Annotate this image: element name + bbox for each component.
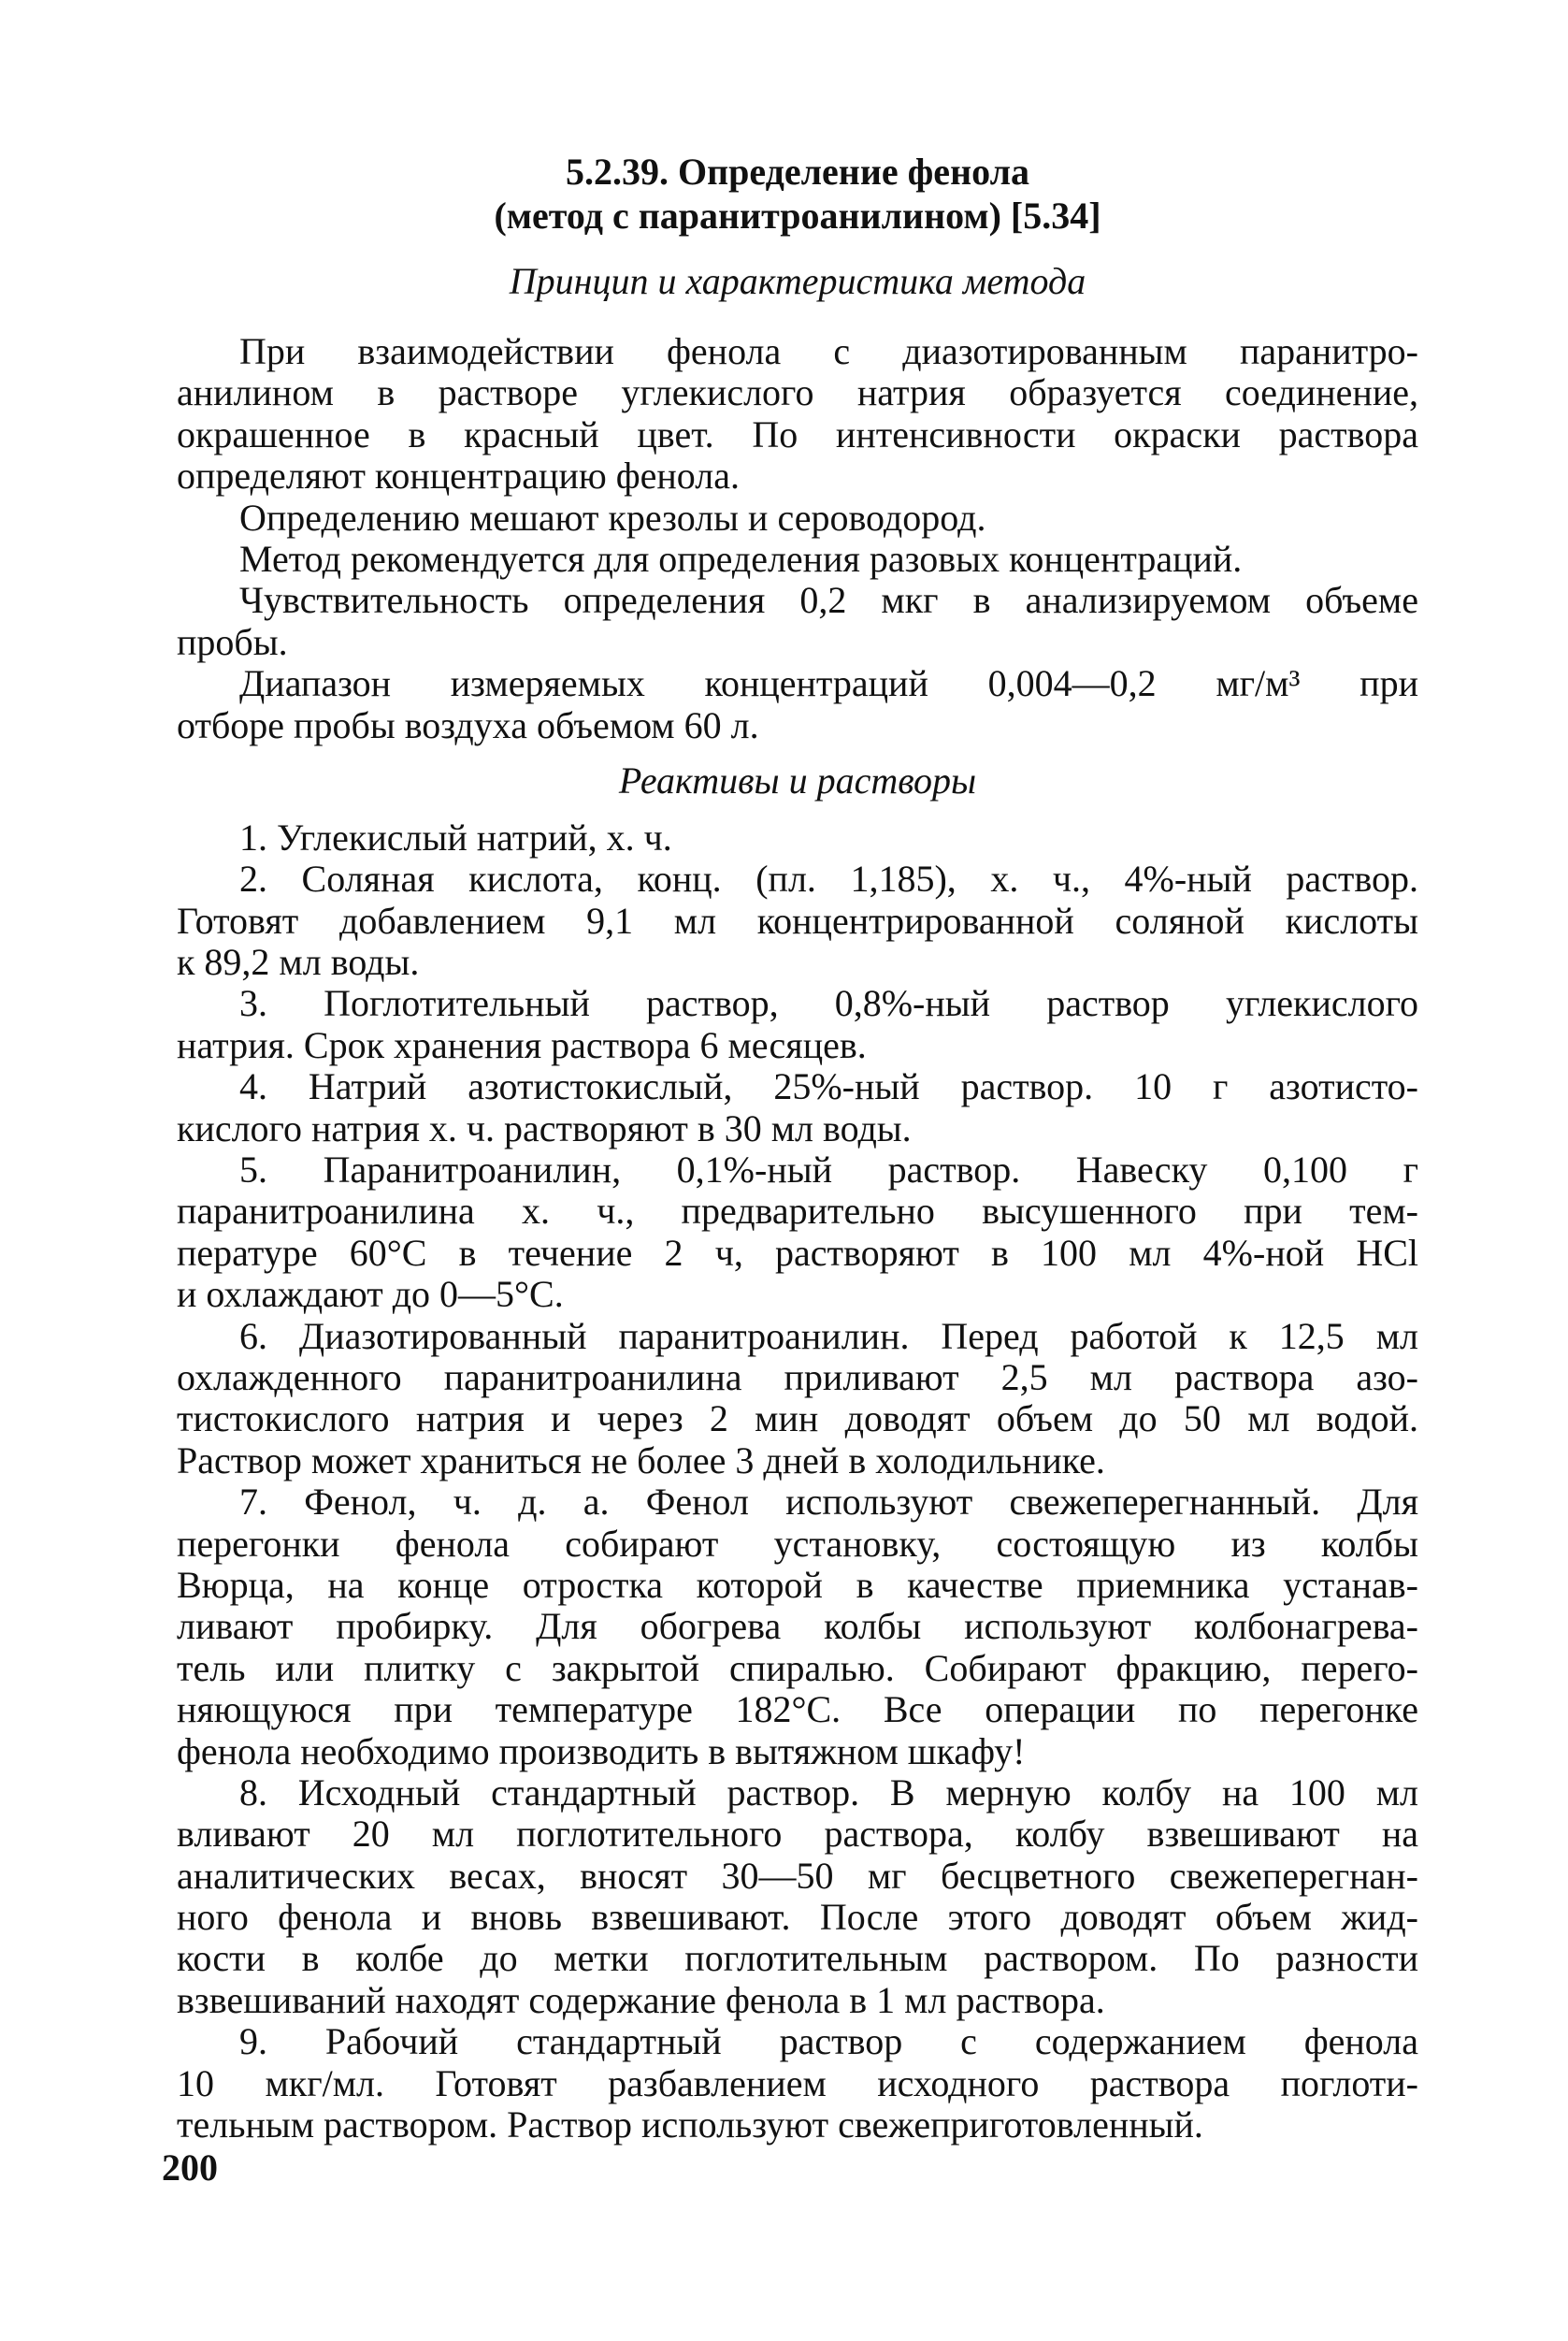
page-body [177, 331, 1418, 2146]
text-line: Определению мешают крезолы и сероводород. [239, 496, 986, 539]
text-line: тель или плитку с закрытой спиралью. Собирают фракцию, перего- [177, 1646, 1418, 1689]
text-line: анилином в растворе углекислого натрия образуется соединение, [177, 371, 1418, 414]
text-line: пробы. [177, 620, 288, 663]
text-line: охлажденного паранитроанилина приливают 2,5 мл раствора азо- [177, 1355, 1418, 1398]
text-line: кислого натрия х. ч. растворяют в 30 мл воды. [177, 1106, 912, 1149]
reagent-item [177, 2021, 1418, 2146]
reagents-list [177, 817, 1418, 2146]
text-line: ного фенола и вновь взвешивают. После этого доводят объем жид- [177, 1896, 1418, 1939]
text-line: определяют концентрацию фенола. [177, 455, 740, 498]
text-line: взвешиваний находят содержание фенола в 1 мл раствора. [177, 1978, 1105, 2021]
text-line: 9. Рабочий стандартный раствор с содержанием фенола [239, 2020, 1418, 2063]
text-line: 10 мкг/мл. Готовят разбавлением исходного раствора поглоти- [177, 2061, 1418, 2104]
text-line: натрия. Срок хранения раствора 6 месяцев. [177, 1023, 867, 1066]
text-line: паранитроанилина х. ч., предварительно высушенного при тем- [177, 1190, 1418, 1233]
paragraph [177, 498, 1418, 539]
text-line: кости в колбе до метки поглотительным раствором. По разности [177, 1937, 1418, 1980]
text-line: 3. Поглотительный раствор, 0,8%-ный раствор углекислого [239, 982, 1418, 1025]
text-line: При взаимодействии фенола с диазотированным паранитро- [239, 330, 1418, 372]
paragraph [177, 539, 1418, 580]
text-line: окрашенное в красный цвет. По интенсивности окраски раствора [177, 412, 1418, 455]
text-line: вливают 20 мл поглотительного раствора, колбу взвешивают на [177, 1813, 1418, 1856]
reagent-item [177, 859, 1418, 983]
principle-section [177, 331, 1418, 746]
text-line: няющуюся при температуре 182°С. Все операции по перегонке [177, 1688, 1418, 1731]
text-line: Раствор может храниться не более 3 дней в холодильнике. [177, 1438, 1105, 1481]
text-line: Метод рекомендуется для определения разовых концентраций. [239, 537, 1243, 580]
section-title-line-2: (метод с паранитроанилином) [5.34] [494, 195, 1101, 237]
section-title [177, 150, 1418, 238]
reagent-item [177, 1481, 1418, 1772]
paragraph [177, 331, 1418, 498]
text-line: ливают пробирку. Для обогрева колбы используют колбонагрева- [177, 1605, 1418, 1648]
text-line: перегонки фенола собирают установку, состоящую из колбы [177, 1522, 1418, 1565]
page-number: 200 [162, 2146, 218, 2189]
text-line: Диапазон измеряемых концентраций 0,004—0,2 мг/м³ при [239, 662, 1418, 705]
subheading-reagents: Реактивы и растворы [618, 759, 977, 802]
paragraph [177, 663, 1418, 746]
text-line: аналитических весах, вносят 30—50 мг бесцветного свежеперегнан- [177, 1854, 1418, 1897]
text-line: 7. Фенол, ч. д. а. Фенол используют свежеперегнанный. Для [239, 1481, 1418, 1524]
text-line: пературе 60°С в течение 2 ч, растворяют в 100 мл 4%-ной HCl [177, 1231, 1418, 1274]
text-line: 5. Паранитроанилин, 0,1%-ный раствор. Навеску 0,100 г [239, 1149, 1418, 1192]
reagent-item [177, 983, 1418, 1066]
text-line: 8. Исходный стандартный раствор. В мерную колбу на 100 мл [239, 1770, 1418, 1814]
text-line: отборе пробы воздуха объемом 60 л. [177, 703, 759, 746]
text-line: Чувствительность определения 0,2 мкг в анализируемом объеме [239, 579, 1418, 622]
text-line: фенола необходимо производить в вытяжном шкафу! [177, 1729, 1026, 1772]
reagent-item [177, 1772, 1418, 2021]
subheading-principle: Принцип и характеристика метода [509, 260, 1086, 302]
text-line: и охлаждают до 0—5°С. [177, 1273, 564, 1316]
text-line: тельным раствором. Раствор используют свежеприготовленный. [177, 2103, 1203, 2146]
text-line: тистокислого натрия и через 2 мин доводят объем до 50 мл водой. [177, 1397, 1418, 1440]
reagent-item [177, 817, 1418, 859]
reagent-item [177, 1316, 1418, 1482]
text-line: 1. Углекислый натрий, х. ч. [239, 816, 672, 859]
text-line: 6. Диазотированный паранитроанилин. Перед работой к 12,5 мл [239, 1314, 1418, 1357]
reagent-item [177, 1149, 1418, 1316]
text-line: к 89,2 мл воды. [177, 941, 420, 984]
paragraph [177, 580, 1418, 663]
section-title-line-1: 5.2.39. Определение фенола [565, 151, 1030, 193]
text-line: Вюрца, на конце отростка которой в качестве приемника устанав- [177, 1563, 1418, 1606]
text-line: 2. Соляная кислота, конц. (пл. 1,185), х. ч., 4%-ный раствор. [239, 858, 1418, 901]
text-line: Готовят добавлением 9,1 мл концентрированной соляной кислоты [177, 899, 1418, 942]
reagent-item [177, 1066, 1418, 1149]
text-line: 4. Натрий азотистокислый, 25%-ный раствор. 10 г азотисто- [239, 1065, 1418, 1108]
